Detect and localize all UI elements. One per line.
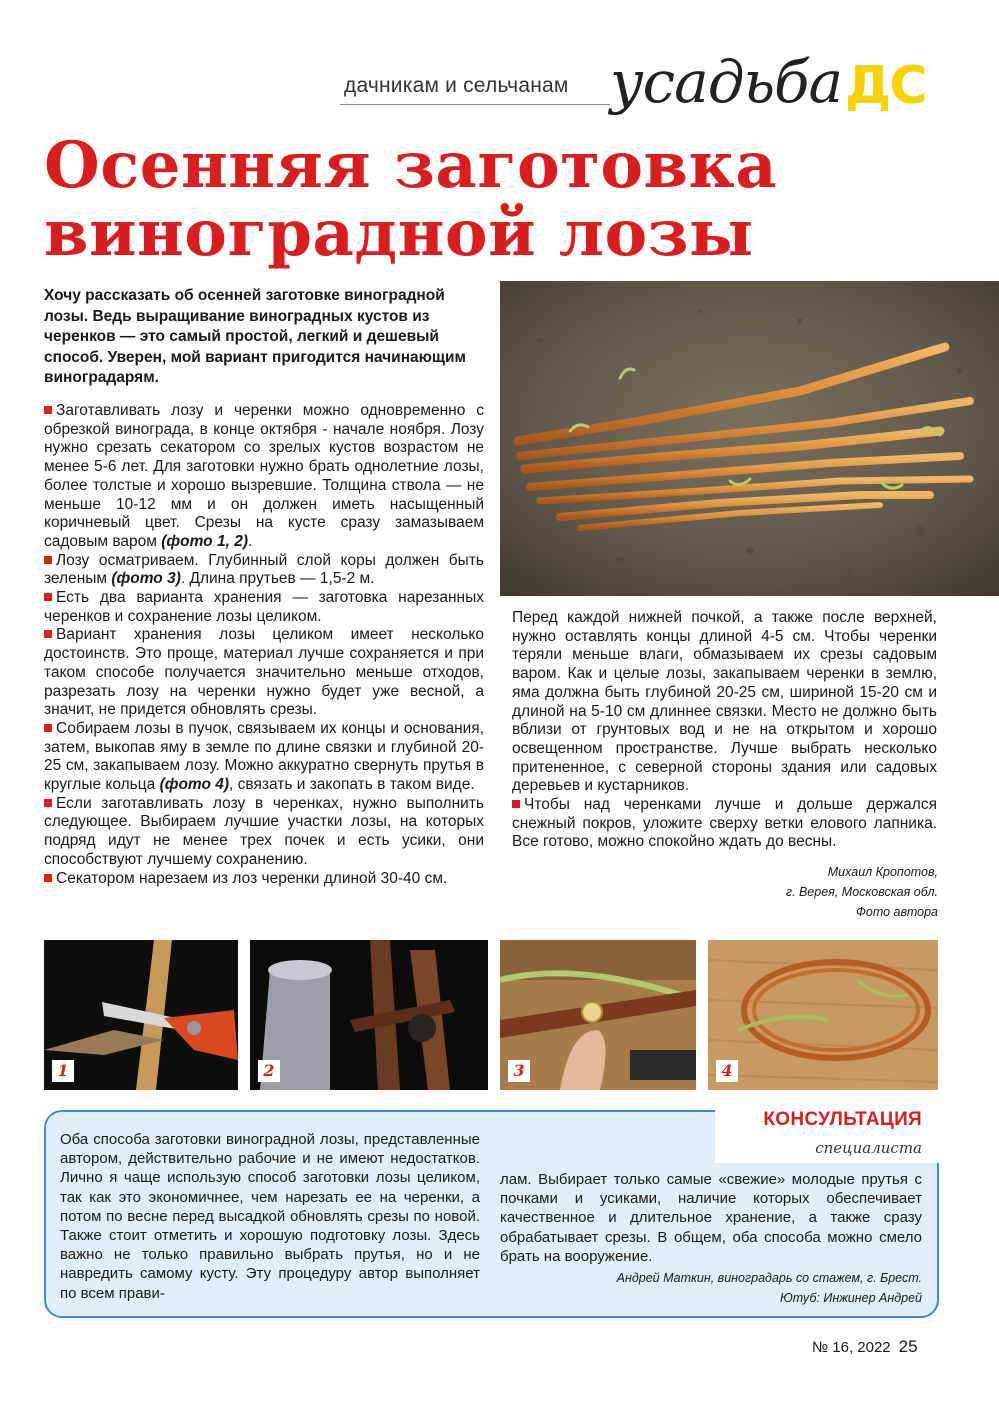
author-place: г. Верея, Московская обл. (785, 885, 938, 899)
expert-channel: Ютуб: Инжинер Андрей (779, 1291, 922, 1305)
body-column-left (44, 402, 484, 888)
photo-number: 1 (52, 1060, 74, 1082)
body-column-right (512, 609, 937, 852)
paragraph: Есть два варианта хранения — заготовка нарезанных черенков и сохранение лозы целиком. (44, 589, 484, 625)
consultation-text-left: Оба способа заготовки виноградной лозы, представленные автором, действительно рабочие и не имеют недостатков. Лично я чаще использую способ заготовки лозы целиком, так как это экономичнее, чем нарезать ее на черенки, а потом по весне перед высадкой обновлять срезы по новой. Также стоит отметить и хорошую подготовку лозы. Здесь важно не только правильно выбрать прутья, но и не навредить самому кусту. Эту процедуру автор выполняет по всем прави- (60, 1131, 480, 1302)
photo-credit: Фото автора (855, 905, 938, 919)
rubric-label: дачникам и сельчанам (344, 74, 569, 97)
magazine-header (340, 48, 960, 138)
main-photo-vine-cuttings (500, 281, 999, 596)
bullet-square-icon (44, 406, 52, 414)
section-brand: усадьба (610, 48, 843, 116)
consultation-signature (500, 1268, 922, 1308)
page-number: 25 (898, 1337, 918, 1356)
paragraph: Лозу осматриваем. Глубинный слой коры должен быть зеленым (фото 3). Длина прутьев — 1,5-2 м. (44, 551, 484, 588)
author-signature (640, 862, 938, 922)
paragraph: Вариант хранения лозы целиком имеет несколько достоинств. Это проще, материал лучше сохраняется и при таком способе получается значительно меньше отходов, разрезать лозу на черенки нужно будет уже весной, а значит, не придется обновлять срезы. (44, 626, 484, 719)
paragraph: Перед каждой нижней почкой, а также после верхней, нужно оставлять концы длиной 4-5 см. Чтобы черенки теряли меньше влаги, обмазываем их срезы садовым варом. Как и целые лозы, закапываем черенки в землю, яма должна быть глубиной 20-25 см, шириной 15-20 см и длиной на 5-10 см длиннее связки. Место не должно быть вблизи от грунтовых вод и не на открытом и хорошо освещенном пространстве. Лучше выбрать несколько притененное, с северной стороны здания или садовых деревьев и кустарников. (512, 609, 937, 795)
expert-name: Андрей Маткин, виноградарь со стажем, г. Брест. (616, 1271, 922, 1285)
rubric-underline (340, 104, 610, 105)
bullet-square-icon (44, 799, 52, 807)
bullet-square-icon (512, 800, 520, 808)
photo-1-pruning-shears (44, 940, 238, 1090)
title-line-2: виноградной лозы (44, 196, 754, 271)
paragraph: Собираем лозы в пучок, связываем их концы и основания, затем, выкопав яму в земле по длине связки и глубиной 20-25 см, закапываем лозу. Можно аккуратно свернуть прутья в круглые кольца (фото 4), связать и закопать в таком виде. (44, 719, 484, 794)
photo-3-green-bark-cut (500, 940, 696, 1090)
bullet-square-icon (44, 630, 52, 638)
photo-reference: (фото 3) (111, 570, 181, 588)
photo-4-vine-ring (708, 940, 938, 1090)
bullet-square-icon (44, 556, 52, 564)
photo-number: 3 (508, 1060, 530, 1082)
paragraph: Заготавливать лозу и черенки можно одновременно с обрезкой винограда, в конце октября - начале ноября. Лозу нужно срезать секатором со зрелых кустов возрастом не менее 5-6 лет. Для заготовки нужно брать однолетние лозы, более толстые и хорошо вызревшие. Толщина ствола — не меньше 10-12 мм и он должен иметь насыщенный коричневый цвет. Срезы на кусте сразу замазываем садовым варом (фото 1, 2). (44, 402, 484, 550)
bullet-square-icon (44, 593, 52, 601)
bullet-square-icon (44, 874, 52, 882)
photo-number: 4 (716, 1060, 738, 1082)
title-line-1: Осенняя заготовка (44, 128, 778, 203)
author-name: Михаил Кропотов, (827, 865, 938, 879)
photo-reference: (фото 1, 2) (161, 532, 248, 550)
consultation-title: КОНСУЛЬТАЦИЯ (763, 1109, 922, 1130)
photo-reference: (фото 4) (159, 776, 230, 794)
photo-2-garden-pitch (250, 940, 488, 1090)
consultation-heading (715, 1103, 940, 1163)
page-folio (812, 1337, 918, 1357)
issue-number: № 16, 2022 (812, 1339, 891, 1356)
magazine-logo: ДС (845, 56, 926, 116)
consultation-subtitle: специалиста (815, 1139, 922, 1157)
paragraph: Если заготавливать лозу в черенках, нужно выполнить следующее. Выбираем лучшие участки лозы, на которых подряд идут не менее трех почек и есть усики, они способствуют лучшему сохранению. (44, 794, 484, 868)
article-lead: Хочу рассказать об осенней заготовке виноградной лозы. Ведь выращивание виноградных кустов из черенков — это самый простой, легкий и дешевый способ. Уверен, мой вариант пригодится начинающим виноградарям. (44, 287, 466, 386)
consultation-text-right: лам. Выбирает только самые «свежие» молодые прутья с почками и усиками, наличие которых обеспечивает качественное и длительное хранение, а также сразу обрабатывает срезы. В общем, оба способа можно смело брать на вооружение. (500, 1171, 922, 1265)
paragraph: Чтобы над черенками лучше и дольше держался снежный покров, уложите сверху ветки елового лапника. Все готово, можно спокойно ждать до весны. (512, 796, 937, 851)
article-title (44, 128, 944, 271)
paragraph: Секатором нарезаем из лоз черенки длиной 30-40 см. (44, 870, 484, 889)
bullet-square-icon (44, 724, 52, 732)
photo-number: 2 (258, 1060, 280, 1082)
